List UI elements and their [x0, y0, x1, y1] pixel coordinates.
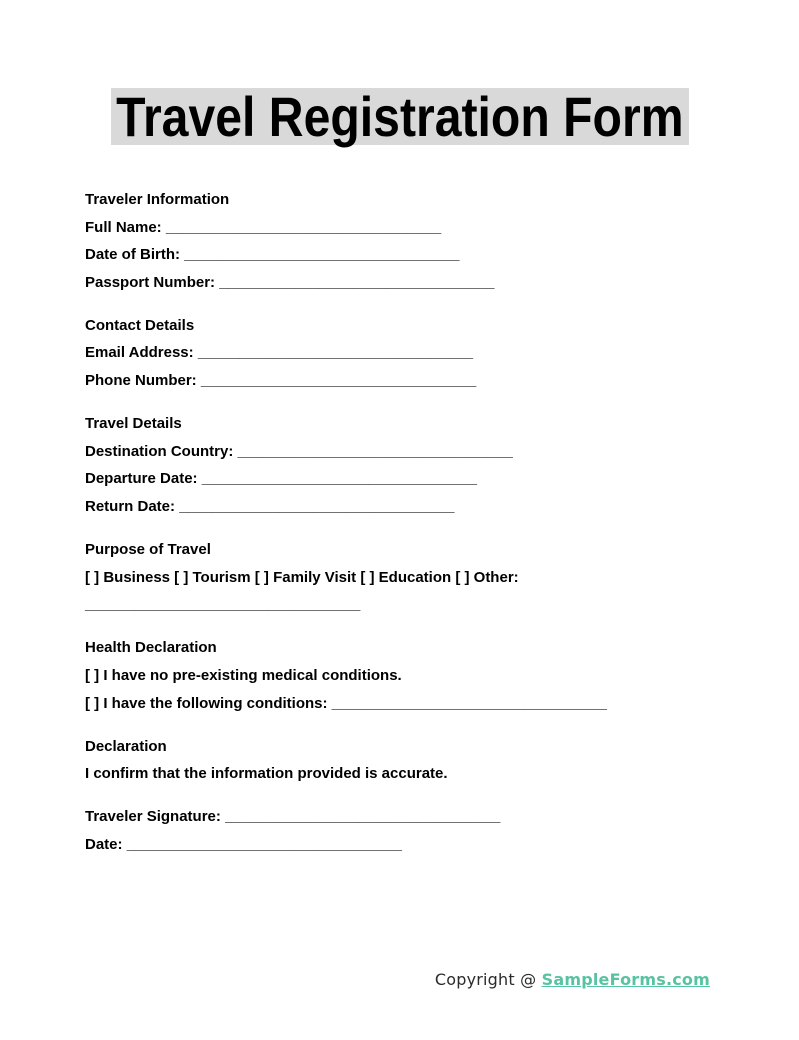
section-heading-health-declaration: Health Declaration	[85, 639, 217, 657]
purpose-other-blank-line: _________________________________	[85, 596, 361, 614]
declaration-statement: I confirm that the information provided is accurate.	[85, 765, 448, 783]
field-passport-number-label: Passport Number:	[85, 273, 216, 291]
field-email-address	[85, 339, 745, 367]
field-date-of-birth	[85, 241, 745, 269]
field-full-name	[85, 214, 745, 242]
health-no-preexisting-checkbox-row: [ ] I have no pre-existing medical conditions.	[85, 666, 402, 684]
section-heading-travel-details: Travel Details	[85, 415, 182, 433]
section-heading-purpose-of-travel: Purpose of Travel	[85, 541, 211, 559]
form-title: Travel Registration Form	[111, 88, 689, 145]
purpose-checkbox-options: [ ] Business [ ] Tourism [ ] Family Visit [ ] Education [ ] Other:	[85, 568, 519, 586]
field-email-address-label: Email Address:	[85, 344, 194, 362]
field-date-of-birth-blank: _________________________________	[184, 246, 460, 264]
field-passport-number	[85, 269, 745, 297]
field-phone-number	[85, 367, 745, 395]
health-following-conditions-blank: _________________________________	[331, 694, 607, 712]
field-departure-date-label: Departure Date:	[85, 470, 198, 488]
field-email-address-blank: _________________________________	[197, 344, 474, 362]
footer	[435, 970, 710, 989]
field-signature-date-blank: _________________________________	[126, 835, 402, 853]
title-row	[0, 85, 799, 148]
field-return-date	[85, 493, 745, 521]
field-phone-number-label: Phone Number:	[85, 372, 197, 390]
section-travel-details	[85, 410, 745, 520]
field-signature-date	[85, 831, 745, 859]
section-heading-contact-details: Contact Details	[85, 316, 195, 334]
section-heading-traveler-information: Traveler Information	[85, 191, 230, 208]
sampleforms-link[interactable]: SampleForms.com	[541, 970, 710, 989]
section-purpose-of-travel	[85, 536, 745, 619]
field-traveler-signature-label: Traveler Signature:	[85, 808, 221, 826]
section-signature	[85, 803, 745, 858]
health-following-conditions-label: [ ] I have the following conditions:	[85, 694, 328, 712]
field-departure-date-blank: _________________________________	[201, 470, 477, 488]
section-declaration	[85, 733, 745, 788]
field-signature-date-label: Date:	[85, 835, 123, 853]
form-body	[85, 186, 745, 874]
field-full-name-blank: _________________________________	[165, 218, 442, 236]
field-destination-country-blank: _________________________________	[237, 442, 513, 460]
field-full-name-label: Full Name:	[85, 218, 162, 236]
field-destination-country	[85, 438, 745, 466]
health-following-conditions-row	[85, 690, 745, 718]
field-phone-number-blank: _________________________________	[200, 372, 477, 390]
field-date-of-birth-label: Date of Birth:	[85, 246, 180, 264]
field-destination-country-label: Destination Country:	[85, 442, 234, 460]
field-return-date-blank: _________________________________	[179, 497, 455, 515]
section-contact-details	[85, 312, 745, 395]
field-departure-date	[85, 465, 745, 493]
section-traveler-information	[85, 186, 745, 296]
copyright-text: Copyright @	[434, 970, 537, 989]
field-traveler-signature-blank: _________________________________	[225, 808, 501, 826]
field-traveler-signature	[85, 803, 745, 831]
section-health-declaration	[85, 634, 745, 717]
field-passport-number-blank: _________________________________	[219, 273, 495, 291]
section-heading-declaration: Declaration	[85, 737, 167, 755]
field-return-date-label: Return Date:	[85, 497, 176, 515]
